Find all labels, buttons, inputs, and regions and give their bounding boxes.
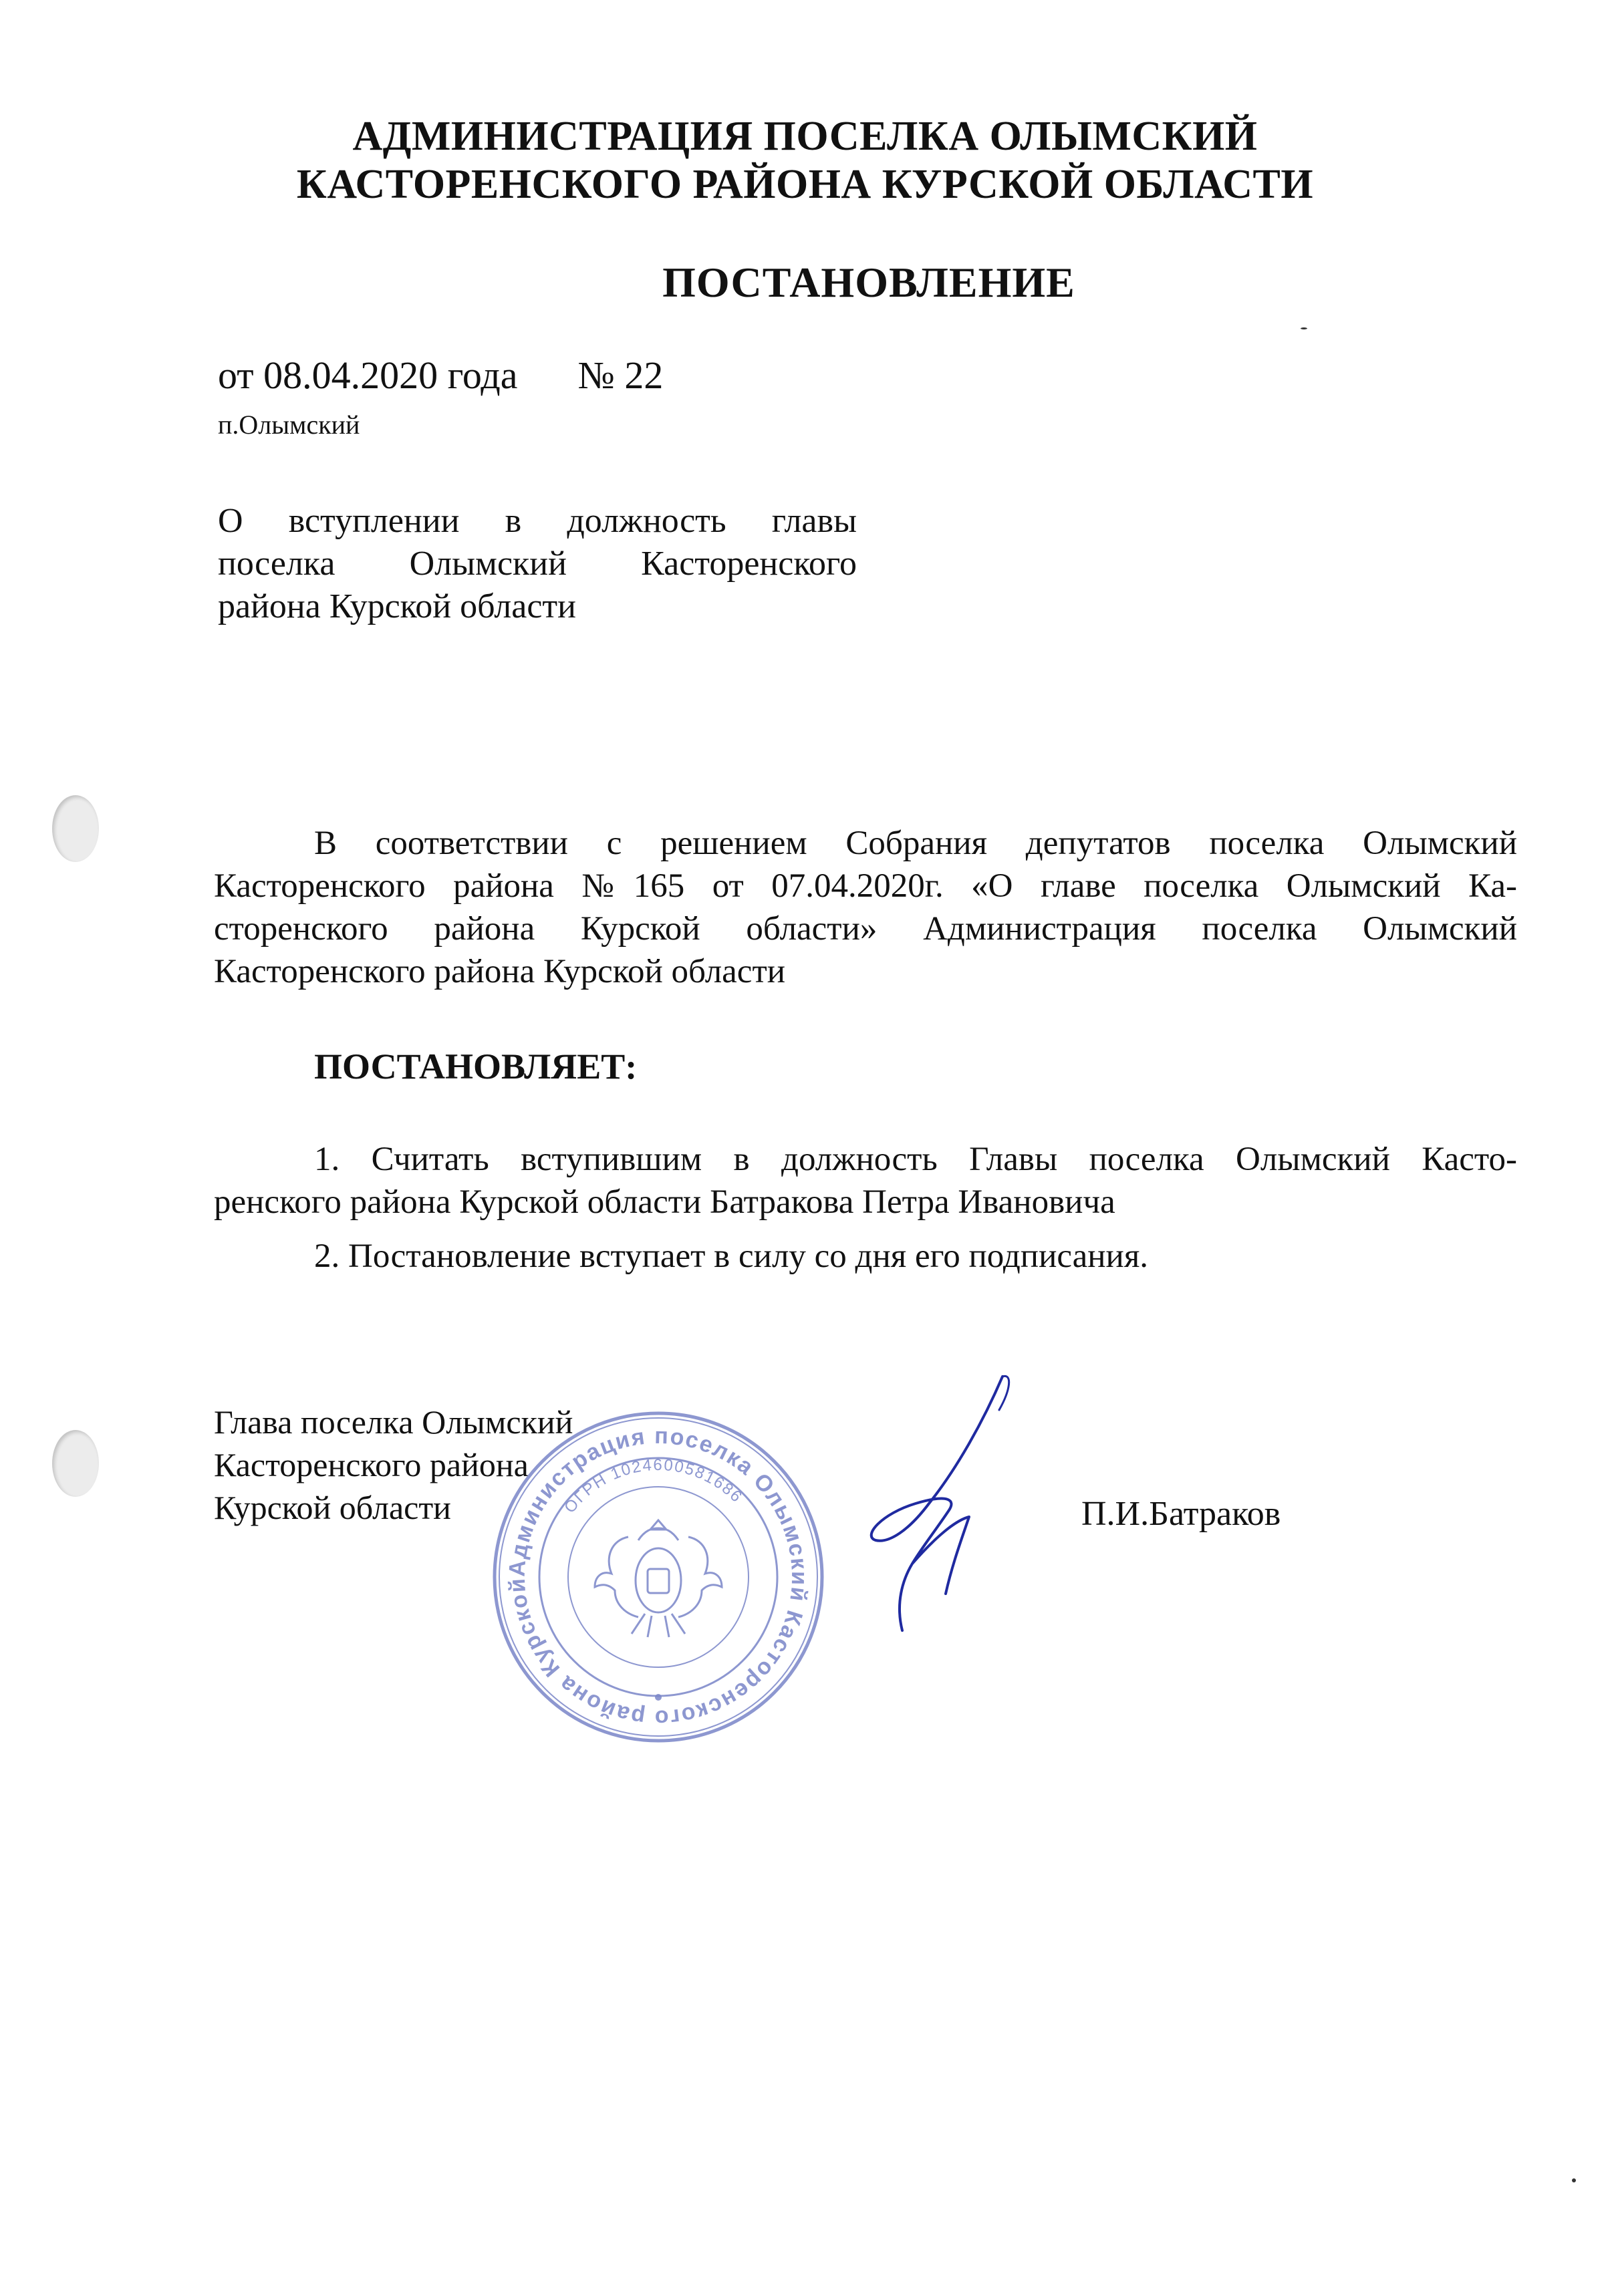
preamble-paragraph	[214, 822, 1517, 993]
coat-of-arms-icon	[595, 1520, 722, 1637]
signatory-title-line: Касторенского района	[214, 1446, 529, 1483]
document-date: от 08.04.2020 года	[218, 353, 518, 397]
preamble-line: Касторенского района Курской области	[214, 953, 786, 990]
org-name-line-1: АДМИНИСТРАЦИЯ ПОСЕЛКА ОЛЫМСКИЙ	[352, 114, 1258, 159]
punch-hole	[52, 795, 99, 862]
stamp-outer-text: Администрация поселка Олымский Касторенского района Курской	[504, 1423, 813, 1731]
signatory-title-line: Курской области	[214, 1489, 451, 1526]
subject-line: О вступлении в должность главы	[218, 502, 857, 540]
handwritten-signature	[802, 1363, 1043, 1657]
resolution-heading: ПОСТАНОВЛЯЕТ:	[314, 1046, 638, 1087]
document-number: № 22	[577, 353, 664, 397]
preamble-line: сторенского района Курской области» Администрация поселка Олымский	[214, 910, 1517, 948]
document-subject	[218, 500, 857, 628]
official-stamp	[485, 1403, 832, 1751]
subject-line: района Курской области	[218, 587, 576, 625]
resolution-item-2: 2. Постановление вступает в силу со дня его подписания.	[314, 1238, 1149, 1275]
signature-graphic	[802, 1363, 1043, 1657]
scan-speck	[1572, 2178, 1576, 2182]
org-name-line-2: КАСТОРЕНСКОГО РАЙОНА КУРСКОЙ ОБЛАСТИ	[296, 162, 1314, 207]
document-title: ПОСТАНОВЛЕНИЕ	[662, 259, 1075, 306]
punch-hole	[52, 1430, 99, 1497]
signatory-name: П.И.Батраков	[1081, 1495, 1281, 1533]
subject-line: поселка Олымский Касторенского	[218, 545, 857, 583]
date-and-number	[218, 353, 663, 398]
resolution-item-1: 1. Считать вступившим в должность Главы поселка Олымский Касто-	[314, 1141, 1517, 1178]
stamp-inner-text: ОГРН 1024600581686	[561, 1455, 747, 1517]
scan-speck	[1301, 327, 1307, 329]
document-place: п.Олымский	[218, 410, 360, 440]
preamble-line: Касторенского района №165 от 07.04.2020г. «О главе поселка Олымский Ка-	[214, 867, 1517, 905]
preamble-line: В соответствии с решением Собрания депутатов поселка Олымский	[314, 825, 1517, 862]
resolution-item-1-continuation: ренского района Курской области Батракова Петра Ивановича	[214, 1183, 1115, 1221]
signatory-title-line: Глава поселка Олымский	[214, 1403, 573, 1441]
stamp-graphic	[485, 1403, 832, 1751]
